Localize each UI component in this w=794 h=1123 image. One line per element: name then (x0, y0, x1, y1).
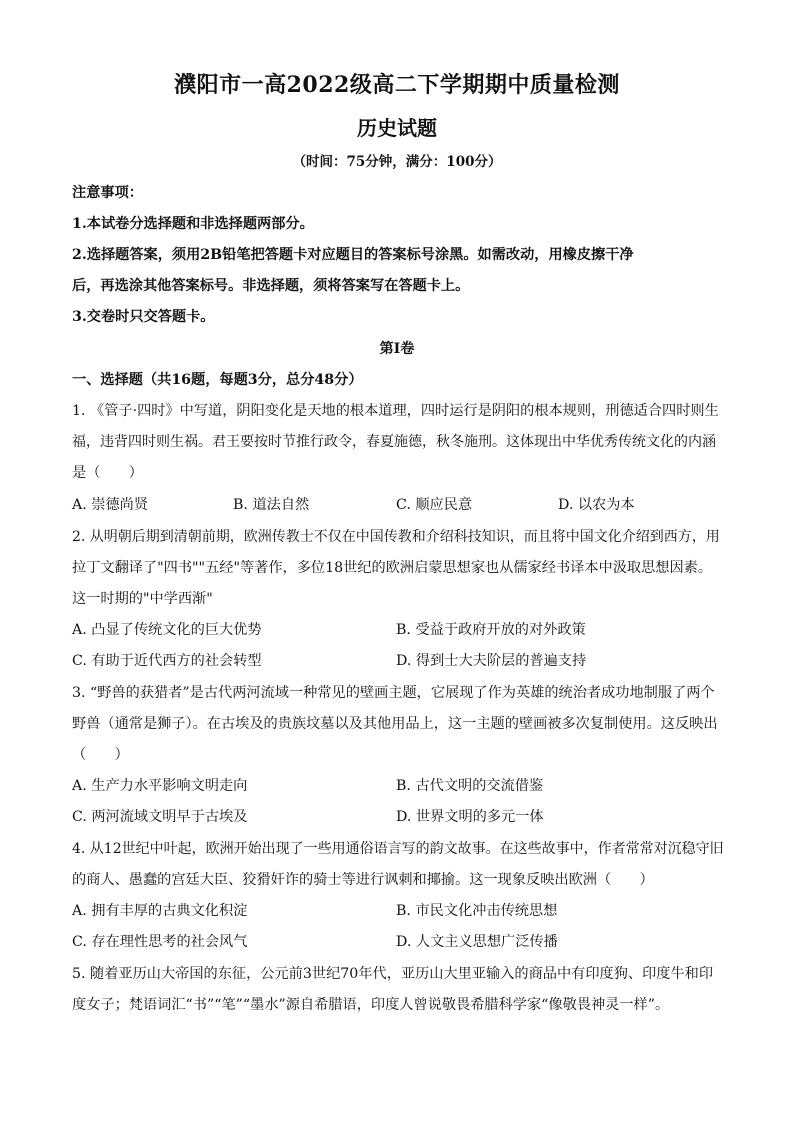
exam-title: 濮阳市一高2022级高二下学期期中质量检测 (174, 72, 620, 98)
question-3-option-a: A. 生产力水平影响文明走向 (72, 778, 248, 794)
question-3-line-3: （ ） (72, 747, 129, 763)
question-2-option-b: B. 受益于政府开放的对外政策 (396, 622, 586, 638)
time-info: （时间：75分钟，满分：100分） (292, 154, 502, 170)
notice-item-2-line-1: 2.选择题答案，须用2B铅笔把答题卡对应题目的答案标号涂黑。如需改动，用橡皮擦干净 (72, 247, 634, 263)
question-4-option-d: D. 人文主义思想广泛传播 (396, 934, 558, 950)
question-2-option-a: A. 凸显了传统文化的巨大优势 (72, 622, 262, 638)
question-4-option-c: C. 存在理性思考的社会风气 (72, 934, 248, 950)
question-1-option-c: C. 顺应民意 (396, 497, 473, 513)
question-4-option-a: A. 拥有丰厚的古典文化积淀 (72, 903, 248, 919)
question-3-option-b: B. 古代文明的交流借鉴 (396, 778, 544, 794)
question-1-line-3: 是（ ） (72, 465, 143, 481)
question-2-line-3: 这一时期的"中学西渐" (72, 591, 213, 607)
subject-title: 历史试题 (357, 116, 437, 140)
notice-item-2-line-2: 后，再选涂其他答案标号。非选择题，须将答案写在答题卡上。 (72, 278, 470, 294)
notice-item-3: 3.交卷时只交答题卡。 (72, 309, 215, 325)
question-3-option-c: C. 两河流域文明早于古埃及 (72, 809, 248, 825)
question-1-line-1: 1. 《管子·四时》中写道，阴阳变化是天地的根本道理，四时运行是阴阳的根本规则，刑德适合四时则生 (72, 403, 719, 419)
volume-label: 第Ⅰ卷 (379, 341, 415, 357)
question-4-option-b: B. 市民文化冲击传统思想 (396, 903, 558, 919)
question-3-line-2: 野兽（通常是狮子）。在古埃及的贵族坟墓以及其他用品上，这一主题的壁画被多次复制使用。这反映出 (72, 716, 718, 732)
question-2-option-d: D. 得到士大夫阶层的普遍支持 (396, 653, 587, 669)
section-title: 一、选择题（共16题，每题3分，总分48分） (72, 372, 363, 388)
question-1-line-2: 福，违背四时则生祸。君王要按时节推行政令，春夏施德，秋冬施刑。这体现出中华优秀传统文化的内涵 (72, 434, 716, 450)
notice-item-1: 1.本试卷分选择题和非选择题两部分。 (72, 216, 314, 232)
question-5-line-1: 5. 随着亚历山大帝国的东征，公元前3世纪70年代，亚历山大里亚输入的商品中有印度狗、印度牛和印 (72, 966, 714, 982)
notice-heading: 注意事项： (72, 185, 143, 201)
question-2-line-1: 2. 从明朝后期到清朝前期，欧洲传教士不仅在中国传教和介绍科技知识，而且将中国文化介绍到西方，用 (72, 529, 720, 545)
question-2-option-c: C. 有助于近代西方的社会转型 (72, 653, 262, 669)
question-2-line-2: 拉丁文翻译了"四书""五经"等著作，多位18世纪的欧洲启蒙思想家也从儒家经书译本中汲取思想因素。 (72, 560, 713, 576)
question-3-option-d: D. 世界文明的多元一体 (396, 809, 544, 825)
question-4-line-2: 的商人、愚蠢的宫廷大臣、狡猾奸诈的骑士等进行讽刺和揶揄。这一现象反映出欧洲（ ） (72, 872, 654, 888)
question-1-option-b: B. 道法自然 (233, 497, 310, 513)
question-1-option-a: A. 崇德尚贤 (72, 497, 149, 513)
question-4-line-1: 4. 从12世纪中叶起，欧洲开始出现了一些用通俗语言写的韵文故事。在这些故事中，作者常常对沉稳守旧 (72, 841, 724, 857)
question-1-option-d: D. 以农为本 (558, 497, 635, 513)
question-5-line-2: 度女子；梵语词汇“书”“笔”“墨水”源自希腊语，印度人曾说敬畏希腊科学家“像敬畏神灵一样”。 (72, 997, 670, 1013)
question-3-line-1: 3. “野兽的获猎者”是古代两河流域一种常见的壁画主题，它展现了作为英雄的统治者成功地制服了两个 (72, 685, 715, 701)
